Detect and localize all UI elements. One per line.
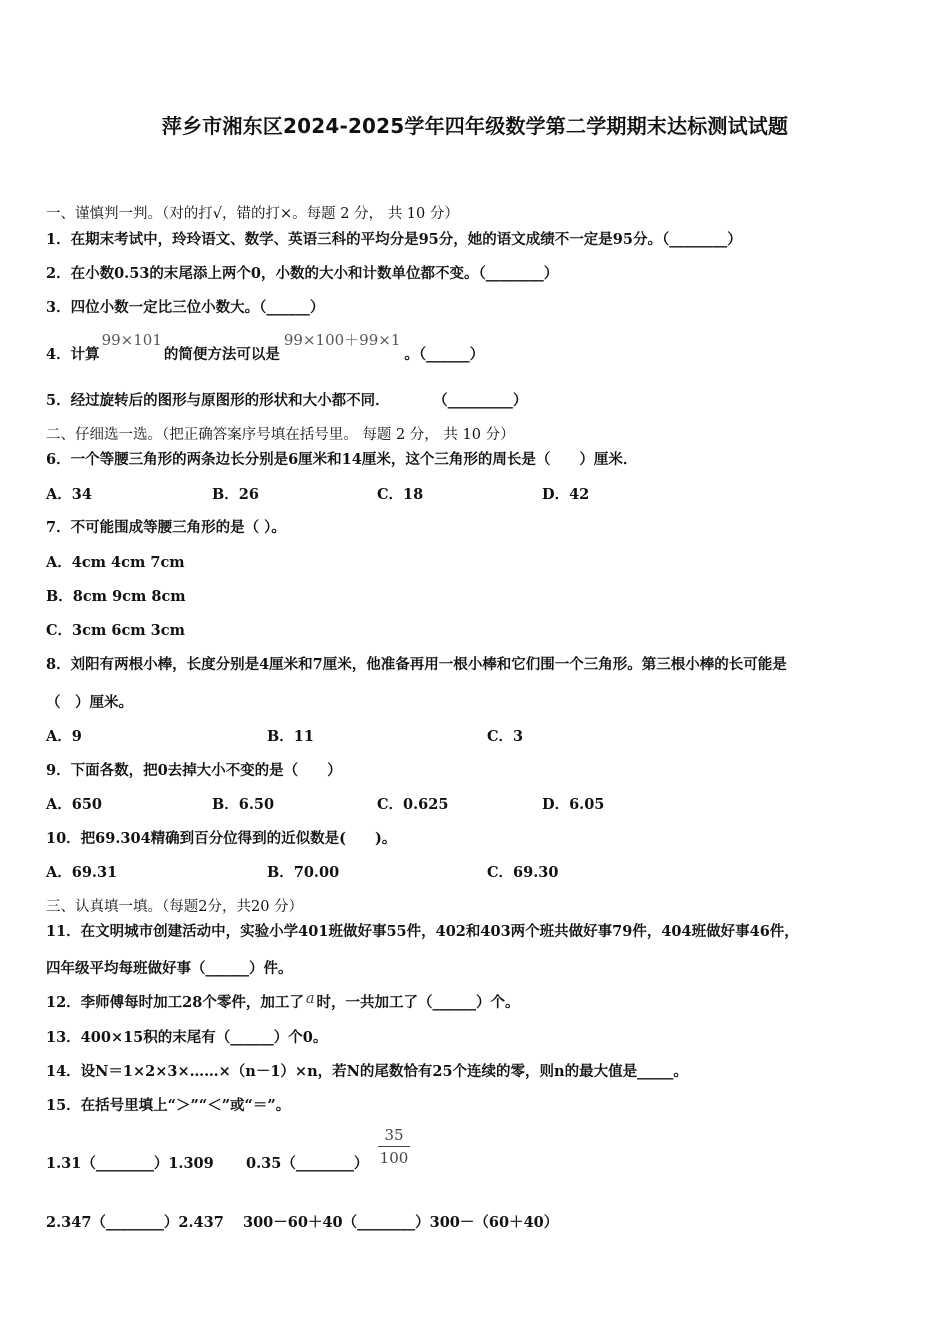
q10-option-b: B．70.00 [267, 864, 340, 881]
q6-option-a: A．34 [46, 486, 92, 503]
question-12-suffix: 时，一共加工了（______）个。 [316, 994, 520, 1011]
q15-comparison-4: 300－60＋40（________）300－（60＋40） [243, 1214, 559, 1231]
question-4-expression-1: 99×101 [101, 331, 162, 349]
q8-option-b: B．11 [267, 728, 314, 745]
question-15: 15．在括号里填上“＞”“＜”或“＝”。 [46, 1097, 291, 1114]
q15-comparison-3: 2.347（________）2.437 [46, 1214, 224, 1231]
question-7: 7．不可能围成等腰三角形的是（ ）。 [46, 519, 286, 536]
question-12-variable: a [305, 991, 315, 1007]
question-4 [46, 331, 485, 364]
question-4-prefix: 4．计算 [46, 346, 100, 363]
question-3: 3．四位小数一定比三位小数大。（______） [46, 299, 325, 316]
question-11-line-2: 四年级平均每班做好事（______）件。 [46, 960, 293, 977]
q10-option-c: C．69.30 [487, 864, 559, 881]
question-6: 6．一个等腰三角形的两条边长分别是6厘米和14厘米，这个三角形的周长是（ ）厘米． [46, 451, 638, 468]
question-4-middle: 的简便方法可以是 [163, 346, 280, 363]
q8-option-c: C．3 [487, 728, 524, 745]
question-8-line-2: （ ）厘米。 [46, 694, 133, 711]
q7-option-c: C．3cm 6cm 3cm [46, 622, 185, 639]
question-14: 14．设N＝1×2×3×……×（n－1）×n，若N的尾数恰有25个连续的零，则n的最大值是_____。 [46, 1063, 688, 1080]
question-9: 9．下面各数，把0去掉大小不变的是（ ） [46, 762, 342, 779]
q9-option-c: C．0.625 [377, 796, 449, 813]
question-11-line-1: 11．在文明城市创建活动中，实验小学401班做好事55件，402和403两个班共做好事79件，404班做好事46件， [46, 923, 799, 940]
q7-option-b: B．8cm 9cm 8cm [46, 588, 186, 605]
q15-fraction-denominator: 100 [379, 1149, 409, 1167]
q6-option-c: C．18 [377, 486, 424, 503]
question-1: 1．在期末考试中，玲玲语文、数学、英语三科的平均分是95分，她的语文成绩不一定是95分。（________） [46, 231, 742, 248]
q15-comparison-1: 1.31（________）1.309 [46, 1155, 214, 1172]
q9-option-b: B．6.50 [212, 796, 275, 813]
q15-comparison-2: 0.35（________） [246, 1155, 369, 1172]
question-12-prefix: 12．李师傅每时加工28个零件，加工了 [46, 994, 304, 1011]
section-3-heading: 三、认真填一填。（每题2分，共20 分） [46, 899, 304, 915]
q9-option-a: A．650 [46, 796, 103, 813]
question-4-suffix: 。（______） [404, 346, 485, 363]
page-title: 萍乡市湘东区2024-2025学年四年级数学第二学期期末达标测试试题 [161, 114, 789, 138]
question-13: 13．400×15积的末尾有（______）个0。 [46, 1029, 328, 1046]
q15-fraction [378, 1126, 410, 1167]
question-5: 5．经过旋转后的图形与原图形的形状和大小都不同． （_________） [46, 392, 528, 409]
section-2-heading: 二、仔细选一选。（把正确答案序号填在括号里。 每题 2 分， 共 10 分） [46, 427, 515, 443]
section-1-heading: 一、谨慎判一判。（对的打√，错的打×。每题 2 分， 共 10 分） [46, 206, 459, 222]
q15-fraction-numerator: 35 [378, 1126, 410, 1147]
q7-option-a: A．4cm 4cm 7cm [46, 554, 185, 571]
question-10: 10．把69.304精确到百分位得到的近似数是( )。 [46, 830, 397, 847]
q6-option-b: B．26 [212, 486, 259, 503]
question-4-expression-2: 99×100＋99×1 [283, 331, 401, 349]
q10-option-a: A．69.31 [46, 864, 118, 881]
question-12 [46, 991, 520, 1012]
question-2: 2．在小数0.53的末尾添上两个0，小数的大小和计数单位都不变。（________） [46, 265, 559, 282]
q6-option-d: D．42 [542, 486, 590, 503]
q9-option-d: D．6.05 [542, 796, 605, 813]
q8-option-a: A．9 [46, 728, 82, 745]
question-8-line-1: 8．刘阳有两根小棒，长度分别是4厘米和7厘米，他准备再用一根小棒和它们围一个三角形。第三根小棒的长可能是 [46, 656, 787, 673]
